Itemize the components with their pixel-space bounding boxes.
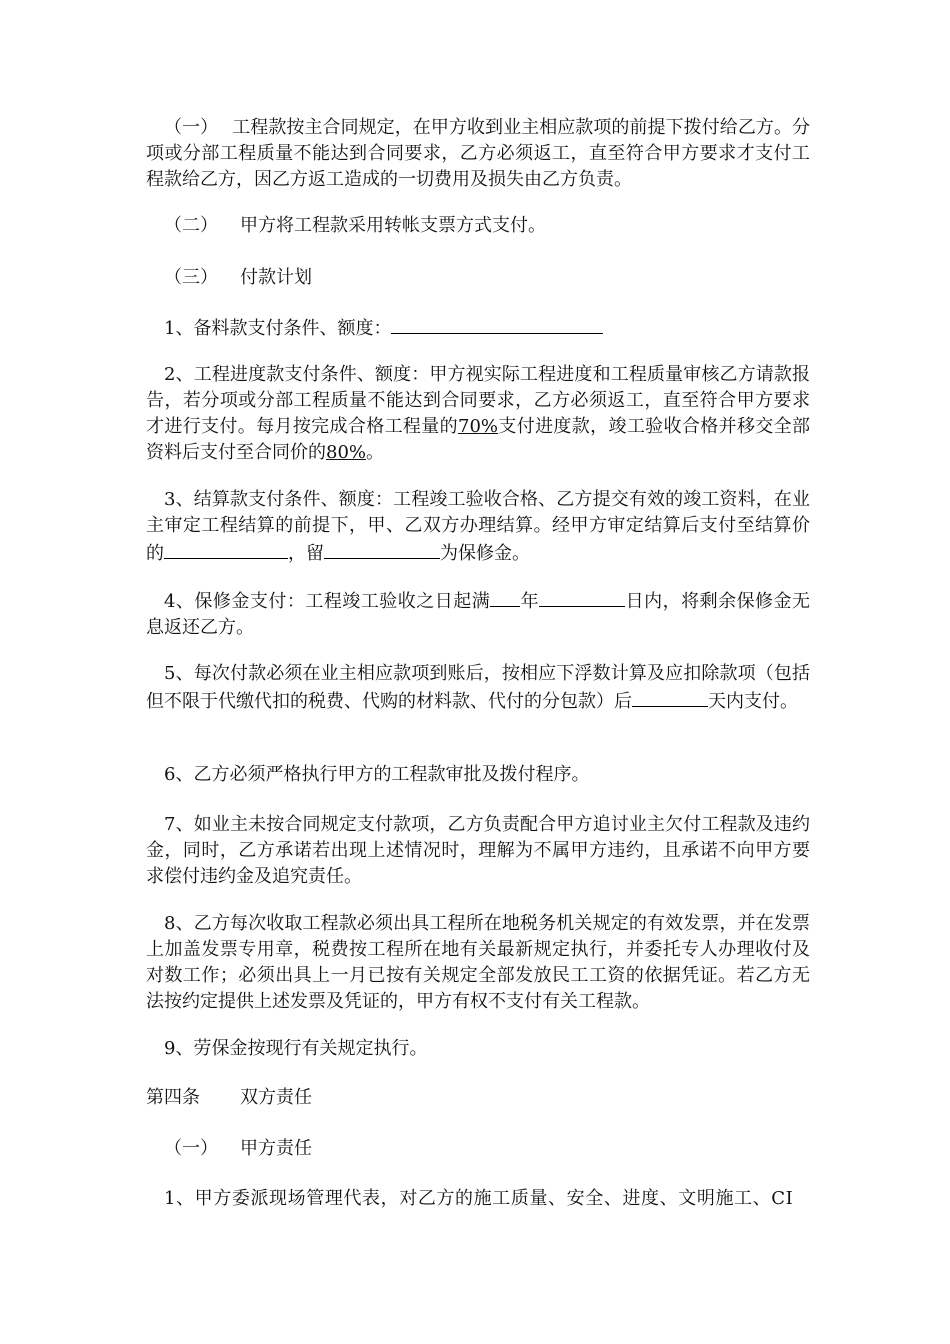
item-label: （三） [164, 267, 218, 288]
paragraph-text: 支付进度款，竣工验收合格并移交全部资料后支付至合同价的 [146, 416, 811, 463]
plan-paragraph-7 [146, 812, 810, 890]
plan-paragraph-2 [146, 362, 810, 466]
plan-paragraph-8 [146, 911, 810, 1015]
fill-blank [632, 687, 708, 707]
clause-3-item-1 [146, 115, 810, 193]
plan-paragraph-1 [146, 314, 810, 342]
paragraph-text: 2、工程进度款支付条件、额度：甲方视实际工程进度和工程质量审核乙方请款报告，若分项或分部工程质量不能达到合同要求，乙方必须返工，直至符合甲方要求才进行支付。每月按完成合格工程量的 [146, 364, 810, 437]
fill-blank [324, 539, 440, 559]
article-4-paragraph-1 [146, 1186, 810, 1212]
fill-blank [164, 539, 288, 559]
fill-blank [490, 587, 520, 607]
paragraph-text: 1、甲方委派现场管理代表，对乙方的施工质量、安全、进度、文明施工、CI [164, 1188, 794, 1209]
item-label: （一） [164, 117, 219, 138]
paragraph-text: 5、每次付款必须在业主相应款项到账后，按相应下浮数计算及应扣除款项（包括但不限于代缴代扣的税费、代购的材料款、代付的分包款）后 [146, 663, 810, 712]
plan-paragraph-5 [146, 661, 810, 715]
paragraph-text: 7、如业主未按合同规定支付款项，乙方负责配合甲方追讨业主欠付工程款及违约金，同时，乙方承诺若出现上述情况时，理解为不属甲方违约，且承诺不向甲方要求偿付违约金及追究责任。 [146, 814, 810, 887]
item-label: （一） [164, 1138, 218, 1159]
paragraph-text: 6、乙方必须严格执行甲方的工程款审批及拨付程序。 [164, 764, 590, 785]
paragraph-text: 日内，将剩余保修金无息返还乙方。 [146, 591, 811, 638]
clause-3-item-3 [146, 265, 810, 291]
fill-blank [391, 314, 603, 334]
fill-blank [539, 587, 625, 607]
contract-percent: 80% [326, 442, 367, 463]
article-4-sub-1 [146, 1136, 810, 1162]
item-text: 工程款按主合同规定，在甲方收到业主相应款项的前提下拨付给乙方。分项或分部工程质量不能达到合同要求，乙方必须返工，直至符合甲方要求才支付工程款给乙方，因乙方返工造成的一切费用及损失由乙方负责。 [146, 117, 810, 190]
paragraph-text: 8、乙方每次收取工程款必须出具工程所在地税务机关规定的有效发票，并在发票上加盖发票专用章，税费按工程所在地有关最新规定执行，并委托专人办理收付及对数工作；必须出具上一月已按有关规定全部发放民工工资的依据凭证。若乙方无法按约定提供上述发票及凭证的，甲方有权不支付有关工程款。 [146, 913, 810, 1012]
paragraph-text: 1、备料款支付条件、额度： [164, 318, 392, 339]
item-text: 甲方将工程款采用转帐支票方式支付。 [240, 215, 546, 236]
article-4-heading [146, 1085, 810, 1111]
paragraph-text: 年 [520, 591, 540, 612]
item-label: （二） [164, 215, 218, 236]
paragraph-text: 天内支付。 [708, 691, 798, 712]
plan-paragraph-4 [146, 587, 810, 641]
paragraph-text: 。 [366, 442, 385, 463]
item-text: 付款计划 [240, 267, 312, 288]
paragraph-text: 为保修金。 [440, 543, 530, 564]
progress-percent: 70% [458, 416, 499, 437]
plan-paragraph-9 [146, 1036, 810, 1062]
paragraph-text: ，留 [288, 543, 324, 564]
item-text: 甲方责任 [240, 1138, 312, 1159]
clause-3-item-2 [146, 213, 810, 239]
paragraph-text: 4、保修金支付：工程竣工验收之日起满 [164, 591, 491, 612]
paragraph-text: 9、劳保金按现行有关规定执行。 [164, 1038, 428, 1059]
plan-paragraph-3 [146, 487, 810, 567]
paragraph-text: 3、结算款支付条件、额度：工程竣工验收合格、乙方提交有效的竣工资料，在业主审定工程结算的前提下，甲、乙双方办理结算。经甲方审定结算后支付至结算价的 [146, 489, 810, 564]
article-title: 双方责任 [240, 1087, 312, 1108]
article-label: 第四条 [146, 1087, 200, 1108]
plan-paragraph-6 [146, 762, 810, 788]
